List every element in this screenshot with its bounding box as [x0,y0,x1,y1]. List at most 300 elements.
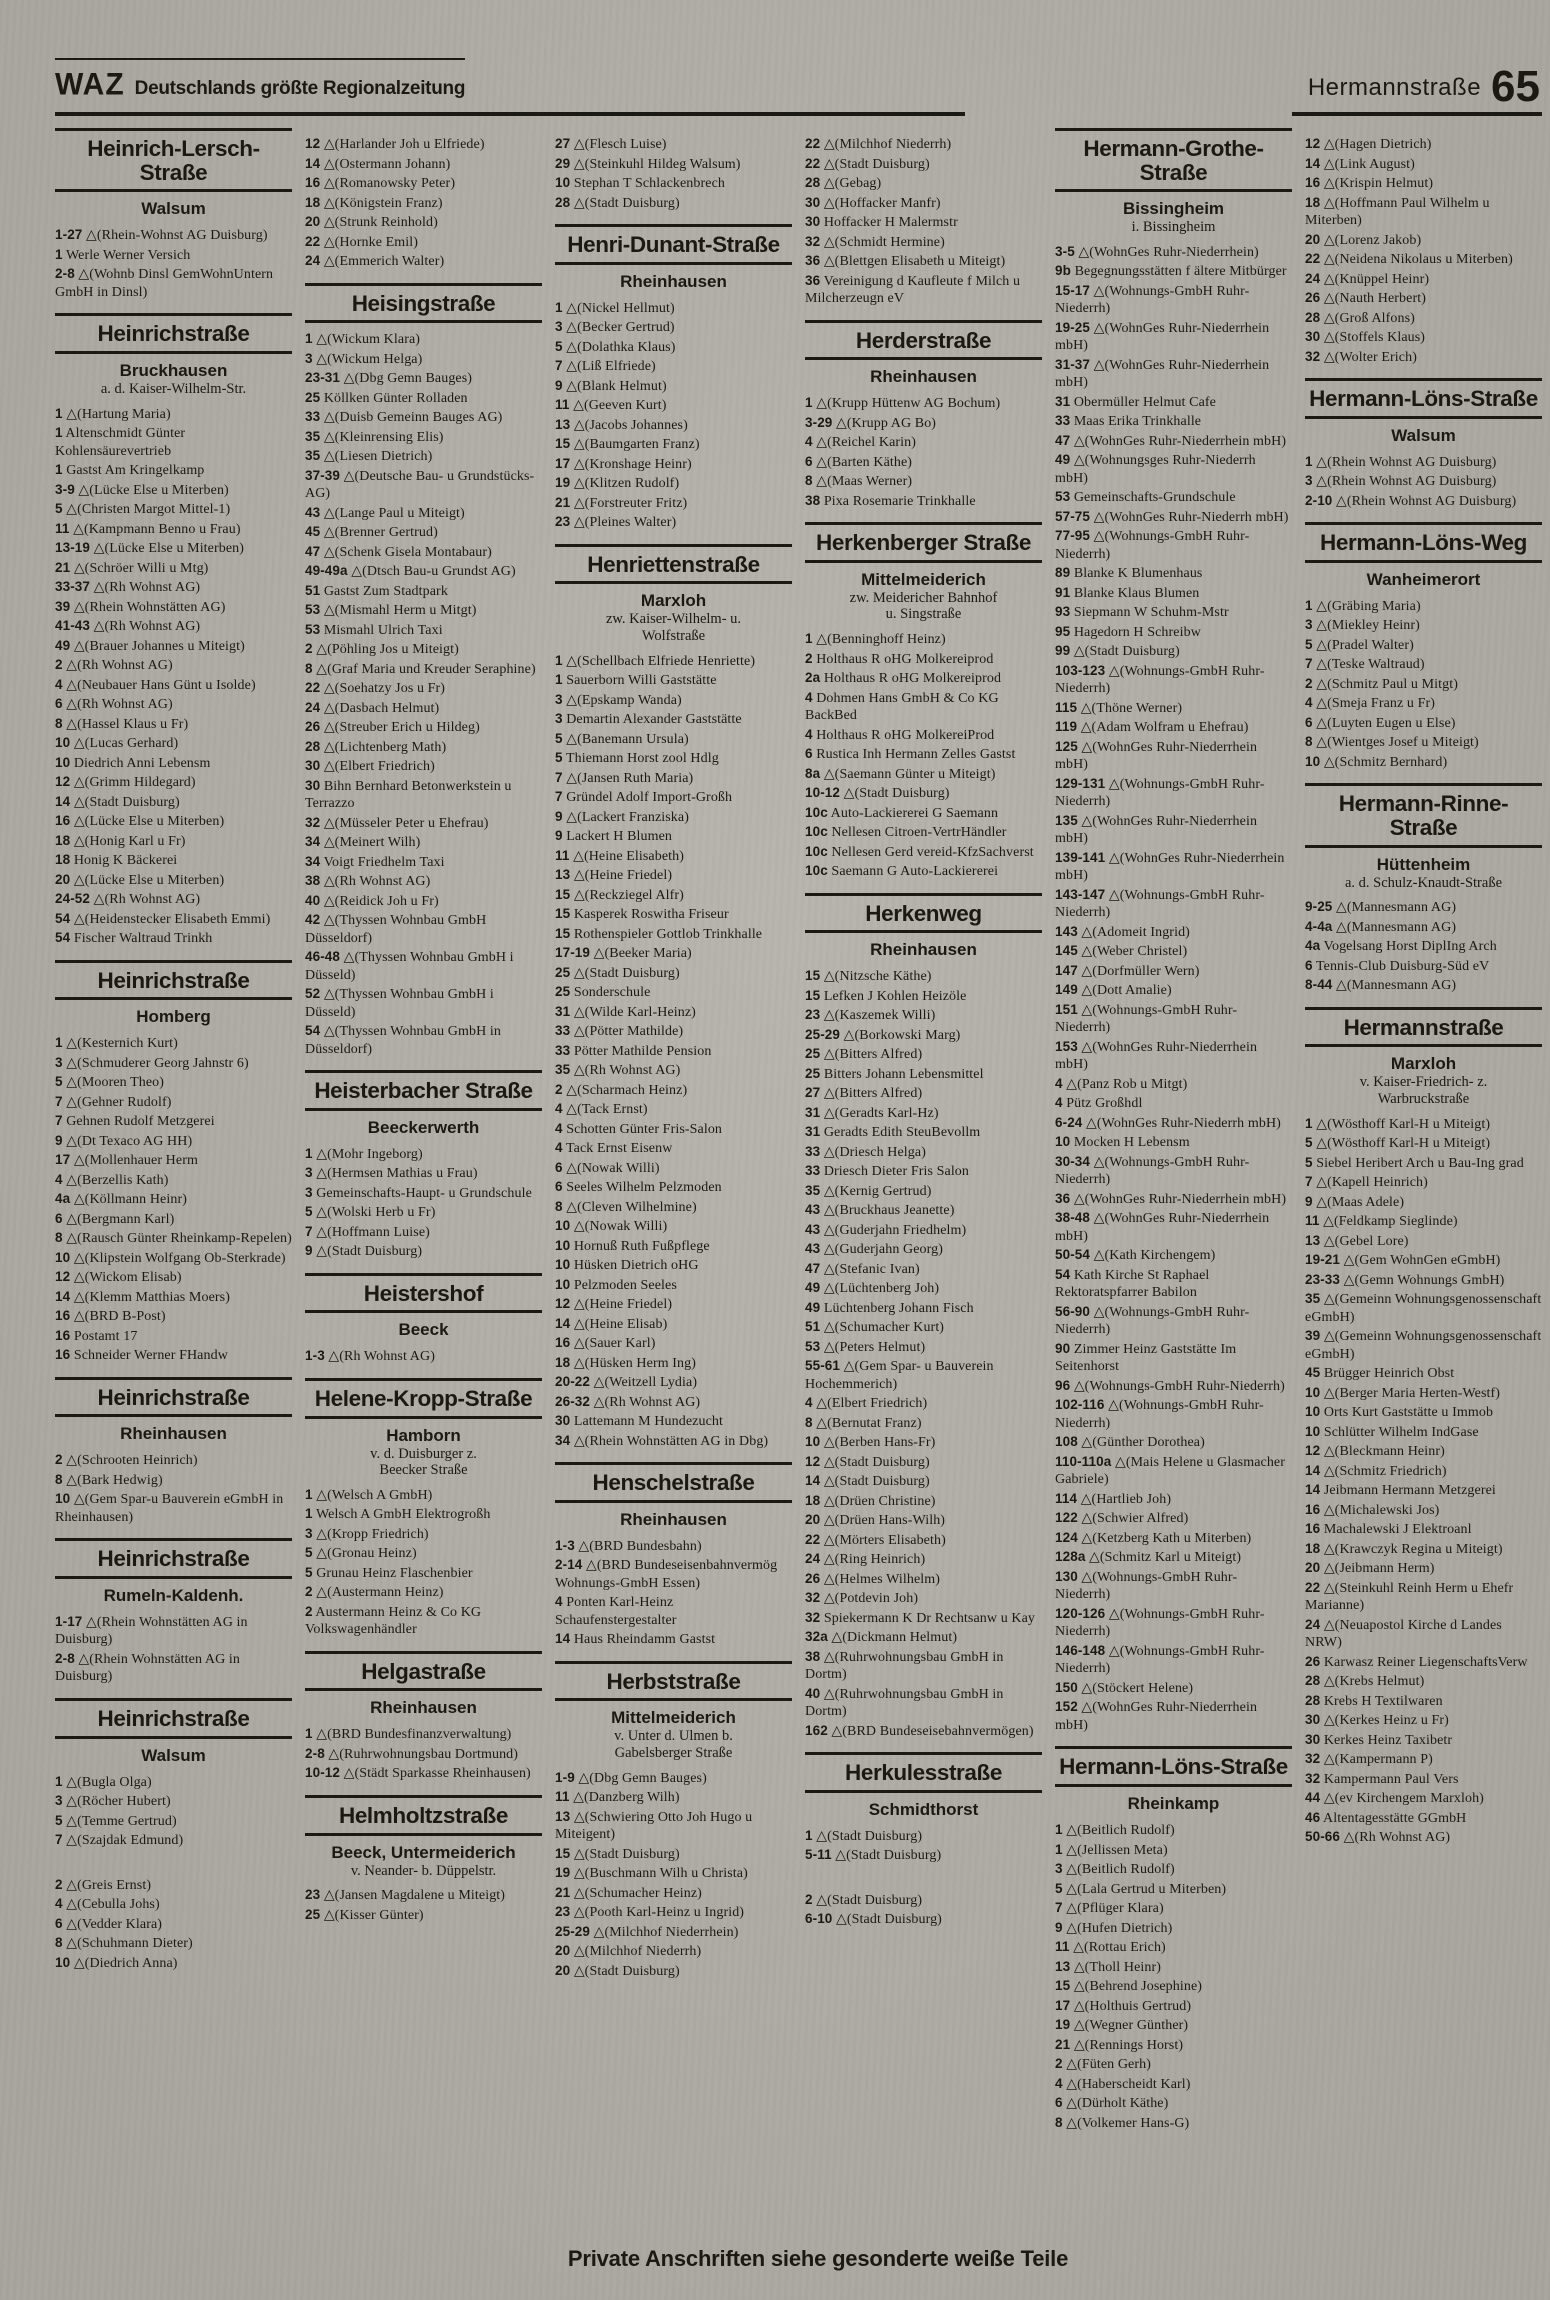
entry-house-number: 145 [1055,943,1078,959]
entry-house-number: 30 [1305,1712,1321,1728]
directory-column [55,128,292,2290]
entry-house-number: 16 [305,175,321,190]
district-note: v. Unter d. Ulmen b. [614,1728,733,1745]
directory-entry: 22 △(Milchhof Niederrh) [805,136,952,152]
directory-entry: 18 △(Königstein Franz) [305,194,443,211]
entry-house-number: 9 [555,377,563,393]
entry-house-number: 46-48 [305,949,341,965]
directory-entry: 20 △(Strunk Reinhold) [305,214,438,230]
entry-house-number: 18 [55,852,71,868]
entry-house-number: 50-54 [1055,1247,1091,1263]
directory-entry: 15 Lefken J Kohlen Heizöle [805,987,967,1004]
directory-entry: 3 Demartin Alexander Gaststätte [555,711,742,728]
entry-house-number: 28 [1305,309,1321,325]
directory-entry: 22 △(Steinkuhl Reinh Herm u Ehefr Marianne) [1305,1579,1514,1614]
entry-house-number: 12 [55,774,71,790]
directory-entry: 18 △(Hüsken Herm Ing) [555,1354,697,1371]
entry-house-number: 30 [305,758,321,774]
directory-entry: 9 △(Maas Adele) [1305,1193,1405,1210]
entry-house-number: 38 [305,873,321,889]
directory-entry: 1 △(Mohr Ingeborg) [305,1145,423,1162]
entry-house-number: 39 [1305,1328,1321,1344]
directory-entry: 3-9 △(Lücke Else u Miterben) [55,481,229,498]
directory-entry: 9 △(Dt Texaco AG HH) [55,1132,193,1149]
directory-entry: 7 △(Pflüger Klara) [1055,1900,1164,1917]
directory-entry: 30 Hoffacker H Malermstr [805,214,958,230]
entry-house-number: 13 [555,867,571,883]
entry-house-number: 10 [555,1276,571,1292]
entry-house-number: 12 [55,1269,71,1285]
directory-entry: 28 Krebs H Textilwaren [1305,1692,1443,1709]
directory-entry: 28 △(Groß Alfons) [1305,309,1415,326]
directory-entry: 30 △(Kerkes Heinz u Fr) [1305,1712,1449,1729]
directory-entry: 5 △(Temme Gertrud) [55,1812,177,1829]
entry-house-number: 15 [1055,1978,1071,1994]
entry-house-number: 35 [305,448,321,464]
entry-house-number: 149 [1055,982,1078,998]
directory-entry: 5 △(Christen Margot Mittel-1) [55,501,231,518]
entry-house-number: 151 [1055,1001,1078,1017]
directory-entry: 5 △(Wolski Herb u Fr) [305,1204,436,1221]
street-section-header: Heinrichstraße [55,960,292,1001]
entry-house-number: 3 [55,1793,63,1809]
directory-entry: 33 △(Pötter Mathilde) [555,1023,684,1040]
directory-entry: 1 Welsch A GmbH Elektrogroßh [305,1506,491,1523]
entry-house-number: 1 [1305,453,1313,469]
directory-entry: 2 △(Austermann Heinz) [305,1584,444,1601]
directory-entry: 24 △(Ring Heinrich) [805,1551,926,1568]
entry-house-number: 49-49a [305,563,348,579]
directory-entry: 6-24 △(WohnGes Ruhr-Niederrh mbH) [1055,1114,1281,1131]
directory-entry: 25 Sonderschule [555,984,651,1001]
page-number: 65 [1491,62,1540,111]
entry-house-number: 23-33 [1305,1271,1341,1287]
district-subheader: Schmidthorst [868,1799,979,1819]
district-subheader: Hüttenheim [1376,854,1471,874]
directory-entry: 13 △(Schwiering Otto Joh Hugo u Miteigent) [555,1808,753,1843]
entry-house-number: 3 [305,1165,313,1181]
entry-house-number: 47 [805,1260,821,1276]
directory-entry: 26 △(Nauth Herbert) [1305,290,1426,306]
directory-entry: 5 △(Mooren Theo) [55,1074,165,1091]
directory-entry: 35 △(Rh Wohnst AG) [555,1062,681,1079]
directory-entry: 9 Lackert H Blumen [555,828,672,845]
directory-column [305,128,542,2290]
district-note: a. d. Schulz-Knaudt-Straße [1344,874,1503,891]
entry-house-number: 28 [805,175,821,190]
directory-entry: 20 △(Jeibmann Herm) [1305,1560,1435,1577]
entry-house-number: 5 [555,338,563,354]
directory-entry: 16 △(Michalewski Jos) [1305,1501,1440,1518]
entry-house-number: 17 [555,455,571,471]
entry-house-number: 38 [805,492,821,508]
entry-house-number: 17-19 [555,945,591,961]
directory-entry: 30 △(Elbert Friedrich) [305,758,435,775]
street-section-header: Herderstraße [805,320,1042,361]
entry-house-number: 11 [1305,1213,1320,1229]
entry-group [555,135,792,212]
entry-house-number: 6-10 [805,1911,833,1927]
directory-entry: 16 △(Krispin Helmut) [1305,175,1434,191]
directory-entry: 20 △(Drüen Hans-Wilh) [805,1512,946,1529]
directory-entry: 5 △(Banemann Ursula) [555,730,689,747]
directory-entry: 10 Diedrich Anni Lebensm [55,754,211,771]
entry-house-number: 34 [555,1432,571,1448]
directory-entry: 13 △(Heine Friedel) [555,867,673,884]
directory-entry: 49-49a △(Dtsch Bau-u Grundst AG) [305,563,516,580]
entry-house-number: 21 [1055,2036,1071,2052]
directory-entry: 49 △(Wohnungsges Ruhr-Niederrh mbH) [1055,452,1256,486]
entry-house-number: 7 [55,1113,63,1129]
directory-entry: 35 △(Kernig Gertrud) [805,1182,932,1199]
entry-house-number: 4 [555,1101,563,1117]
directory-entry: 22 △(Soehatzy Jos u Fr) [305,680,446,697]
directory-entry: 3 △(Miekley Heinr) [1305,617,1420,634]
directory-entry: 4 Holthaus R oHG MolkereiProd [805,726,995,743]
directory-entry: 13-19 △(Lücke Else u Miterben) [55,540,245,557]
entry-house-number: 19 [555,475,571,491]
entry-house-number: 3 [305,1184,313,1200]
directory-entry: 14 △(Heine Elisab) [555,1315,668,1332]
directory-entry: 33 Driesch Dieter Fris Salon [805,1163,970,1180]
entry-house-number: 10c [805,804,828,820]
entry-house-number: 1-27 [55,227,83,243]
directory-entry: 8 △(Hassel Klaus u Fr) [55,715,189,732]
entry-house-number: 4 [555,1594,563,1610]
directory-entry: 3 △(Hermsen Mathias u Frau) [305,1165,478,1182]
entry-house-number: 43 [305,504,321,520]
directory-entry: 2-10 △(Rhein Wohnst AG Duisburg) [1305,492,1517,509]
entry-house-number: 1 [1055,1822,1063,1838]
directory-entry: 16 △(BRD B-Post) [55,1308,166,1325]
district-note: Warbruckstraße [1377,1090,1470,1107]
directory-entry: 10 Orts Kurt Gaststätte u Immob [1305,1404,1494,1421]
directory-entry: 10 △(Diedrich Anna) [55,1954,178,1971]
directory-entry: 162 △(BRD Bundeseisebahnvermögen) [805,1722,1034,1739]
directory-entry: 43 △(Lange Paul u Miteigt) [305,504,465,521]
entry-house-number: 16 [55,1327,71,1343]
entry-house-number: 14 [555,1315,571,1331]
entry-house-number: 33 [555,1042,571,1058]
entry-house-number: 9 [55,1132,63,1148]
entry-house-number: 30 [1305,1731,1321,1747]
directory-entry: 31-37 △(WohnGes Ruhr-Niederrhein mbH) [1055,356,1270,391]
entry-house-number: 22 [805,1531,821,1547]
entry-house-number: 139-141 [1055,849,1106,865]
entry-house-number: 119 [1055,719,1078,735]
directory-entry: 14 Jeibmann Hermann Metzgerei [1305,1482,1496,1499]
directory-entry: 46-48 △(Thyssen Wohnbau GmbH i Düsseld) [305,949,514,983]
entry-house-number: 24 [805,1551,821,1567]
entry-house-number: 19-21 [1305,1252,1341,1268]
entry-house-number: 10c [805,824,828,840]
district-subheader: Walsum [1391,425,1456,445]
entry-house-number: 4 [55,676,63,692]
entry-house-number: 91 [1055,584,1071,600]
directory-entry: 115 △(Thöne Werner) [1055,699,1183,716]
directory-entry: 56-90 △(Wohnungs-GmbH Ruhr-Niederrh) [1055,1303,1250,1338]
directory-entry: 17 △(Kronshage Heinr) [555,455,692,472]
directory-entry: 99 △(Stadt Duisburg) [1055,643,1180,660]
entry-house-number: 26 [1305,290,1321,305]
entry-house-number: 35 [305,428,321,444]
directory-entry: 10 △(Berben Hans-Fr) [805,1434,936,1451]
directory-entry: 14 △(Klemm Matthias Moers) [55,1288,230,1305]
entry-house-number: 5 [55,501,63,517]
directory-entry: 14 Haus Rheindamm Gastst [555,1631,716,1648]
entry-house-number: 1 [305,1506,313,1522]
entry-house-number: 8 [55,1230,63,1246]
entry-house-number: 20 [555,1962,571,1978]
directory-entry: 39 △(Rhein Wohnstätten AG) [55,598,226,615]
directory-entry: 5 △(Lala Gertrud u Miterben) [1055,1880,1227,1897]
entry-house-number: 12 [1305,1443,1321,1459]
entry-house-number: 120-126 [1055,1605,1106,1621]
entry-house-number: 3 [555,711,563,727]
entry-house-number: 32a [805,1629,828,1645]
entry-house-number: 1-9 [555,1769,575,1785]
entry-group [1055,243,1292,1735]
entry-house-number: 27 [805,1085,821,1101]
entry-house-number: 1 [1305,1115,1313,1131]
entry-house-number: 5 [305,1204,313,1220]
entry-house-number: 30 [805,194,821,210]
street-section-header: Henschelstraße [555,1462,792,1503]
directory-entry: 3 △(Schmuderer Georg Jahnstr 6) [55,1054,249,1071]
directory-entry: 10 △(Nowak Willi) [555,1218,668,1235]
directory-entry: 10 Schlütter Wilhelm IndGase [1305,1423,1479,1440]
masthead [55,50,1542,118]
directory-entry: 1 △(Wickum Klara) [305,331,421,348]
entry-group [1305,135,1542,366]
entry-house-number: 4 [1055,2075,1063,2091]
entry-house-number: 3 [555,319,563,335]
directory-entry: 13 △(Gebel Lore) [1305,1232,1409,1249]
entry-house-number: 16 [1305,1521,1321,1537]
directory-entry: 24 △(Knüppel Heinr) [1305,270,1430,287]
entry-house-number: 47 [1055,432,1071,448]
directory-entry: 1 △(Stadt Duisburg) [805,1827,923,1844]
district-subheader: Homberg [136,1007,211,1027]
directory-entry: 3 △(Röcher Hubert) [55,1793,171,1810]
directory-entry: 32 △(Potdevin Joh) [805,1590,919,1607]
directory-entry: 26 Karwasz Reiner LiegenschaftsVerw [1305,1653,1528,1670]
directory-entry: 4 Ponten Karl-Heinz Schaufenstergestalter [555,1594,677,1628]
entry-house-number: 6 [555,1179,563,1195]
directory-entry: 2 △(Schrooten Heinrich) [55,1452,198,1469]
masthead-left [55,58,465,102]
district-subheader: Beeckerwerth [367,1117,480,1137]
directory-entry: 34 △(Meinert Wilh) [305,834,421,851]
directory-entry: 23-31 △(Dbg Gemn Bauges) [305,370,473,387]
entry-house-number: 108 [1055,1434,1078,1450]
entry-house-number: 16 [55,1308,71,1324]
directory-entry: 10 Hüsken Dietrich oHG [555,1257,699,1274]
entry-house-number: 15 [555,925,571,941]
district-subheader: Hamborn [386,1425,461,1445]
entry-house-number: 14 [1305,1482,1321,1498]
directory-entry: 19 △(Buschmann Wilh u Christa) [555,1865,748,1882]
street-section-header: Herkenberger Straße [805,522,1042,563]
entry-house-number: 4 [555,1140,563,1156]
directory-entry: 2 △(Greis Ernst) [55,1876,152,1893]
district-note: Wolfstraße [641,627,706,644]
entry-house-number: 114 [1055,1490,1078,1506]
entry-house-number: 30 [555,1413,571,1429]
directory-entry: 5 Siebel Heribert Arch u Bau-Ing grad [1305,1154,1524,1171]
entry-house-number: 10c [805,843,828,859]
directory-entry: 4 Tack Ernst Eisenw [555,1140,673,1157]
directory-entry: 28 △(Krebs Helmut) [1305,1673,1425,1690]
entry-house-number: 2 [55,1452,63,1468]
directory-entry: 18 △(Honig Karl u Fr) [55,832,186,849]
masthead-rule-right [1292,112,1542,116]
directory-entry: 8 △(Wientges Josef u Miteigt) [1305,734,1479,751]
entry-house-number: 5 [305,1545,313,1561]
entry-house-number: 99 [1055,643,1071,659]
directory-entry: 143-147 △(Wohnungs-GmbH Ruhr-Niederrh) [1055,886,1265,921]
entry-house-number: 5 [1055,1880,1063,1896]
directory-entry: 14 △(Stadt Duisburg) [55,793,180,810]
directory-entry: 21 △(Rennings Horst) [1055,2036,1184,2053]
entry-house-number: 10 [1055,1134,1071,1150]
entry-group [1305,1115,1542,1847]
directory-entry: 2 △(Pöhling Jos u Miteigt) [305,641,459,658]
entry-house-number: 128a [1055,1549,1086,1565]
entry-group [305,1725,542,1783]
entry-house-number: 1 [1055,1841,1063,1857]
directory-entry: 32 △(Kampermann P) [1305,1751,1433,1768]
entry-house-number: 10 [55,1249,71,1265]
entry-house-number: 20-22 [555,1374,591,1390]
entry-house-number: 19 [555,1865,571,1881]
entry-house-number: 20 [555,1943,571,1959]
directory-entry: 53 △(Peters Helmut) [805,1338,926,1355]
entry-house-number: 1 [805,395,813,411]
directory-entry: 5 △(Dolathka Klaus) [555,338,676,355]
directory-entry: 20 △(Stadt Duisburg) [555,1962,680,1979]
directory-entry: 146-148 △(Wohnungs-GmbH Ruhr-Niederrh) [1055,1642,1265,1677]
directory-entry: 10c Saemann G Auto-Lackiererei [805,863,999,880]
entry-house-number: 7 [55,1093,63,1109]
entry-house-number: 10 [555,1257,571,1273]
directory-entry: 110-110a △(Mais Helene u Glasmacher Gabriele) [1055,1453,1286,1488]
directory-entry: 38 Pixa Rosemarie Trinkhalle [805,492,976,509]
entry-house-number: 35 [805,1182,821,1198]
directory-entry: 93 Siepmann W Schuhm-Mstr [1055,604,1229,621]
entry-house-number: 125 [1055,738,1078,754]
entry-house-number: 2 [305,1603,313,1619]
directory-entry: 6-10 △(Stadt Duisburg) [805,1911,942,1928]
directory-column [1055,128,1292,2290]
entry-house-number: 23 [305,1887,321,1903]
entry-house-number: 4 [55,1896,63,1912]
entry-house-number: 8-44 [1305,977,1333,993]
directory-entry: 10 △(Klipstein Wolfgang Ob-Sterkrade) [55,1249,286,1266]
entry-house-number: 10 [1305,753,1321,769]
directory-entry: 9 △(Blank Helmut) [555,377,667,394]
directory-entry: 16 Schneider Werner FHandw [55,1347,228,1364]
entry-house-number: 13 [555,1808,571,1824]
entry-house-number: 16 [55,1347,71,1363]
directory-entry: 10-12 △(Stadt Duisburg) [805,785,950,802]
directory-entry: 24 △(Dasbach Helmut) [305,699,440,716]
directory-entry: 9-25 △(Mannesmann AG) [1305,899,1457,916]
directory-entry: 152 △(WohnGes Ruhr-Niederrhein mbH) [1055,1699,1258,1733]
page-street-title: Hermannstraße [1307,74,1482,101]
entry-house-number: 33 [805,1143,821,1159]
directory-entry: 153 △(WohnGes Ruhr-Niederrhein mbH) [1055,1038,1258,1073]
entry-house-number: 1 [305,1145,313,1161]
directory-entry: 4-4a △(Mannesmann AG) [1305,918,1457,935]
directory-entry: 8 △(Maas Werner) [805,473,913,490]
entry-house-number: 4 [1055,1075,1063,1091]
directory-entry: 10-12 △(Städt Sparkasse Rheinhausen) [305,1765,531,1782]
entry-house-number: 4 [805,434,813,450]
entry-house-number: 15 [555,886,571,902]
directory-entry: 125 △(WohnGes Ruhr-Niederrhein mbH) [1055,738,1258,773]
directory-entry: 3 △(Beitlich Rudolf) [1055,1861,1175,1878]
entry-house-number: 12 [805,1453,821,1469]
entry-house-number: 42 [305,912,321,928]
directory-entry: 5 Thiemann Horst zool Hdlg [555,750,719,767]
directory-entry: 6 △(Barten Käthe) [805,453,913,470]
directory-entry: 19-25 △(WohnGes Ruhr-Niederrhein mbH) [1055,319,1270,354]
directory-entry: 28 △(Stadt Duisburg) [555,194,680,211]
entry-house-number: 2 [305,1584,313,1600]
entry-house-number: 110-110a [1055,1453,1112,1469]
directory-entry: 50-66 △(Rh Wohnst AG) [1305,1829,1451,1846]
entry-house-number: 3-9 [55,481,75,497]
directory-entry: 13 △(Tholl Heinr) [1055,1958,1162,1975]
directory-entry: 1 △(Benninghoff Heinz) [805,631,946,648]
directory-entry: 10 Pelzmoden Seeles [555,1276,677,1293]
entry-group [1305,453,1542,511]
entry-house-number: 25 [305,1906,321,1922]
entry-house-number: 45 [305,524,321,540]
directory-entry: 30 Lattemann M Hundezucht [555,1413,723,1430]
directory-entry: 3 △(Rhein Wohnst AG Duisburg) [1305,473,1497,490]
directory-entry: 31 △(Geradts Karl-Hz) [805,1104,939,1121]
entry-house-number: 9 [305,1243,313,1259]
entry-house-number: 1-3 [555,1537,575,1553]
entry-house-number: 9 [555,808,563,824]
directory-entry: 16 △(Sauer Karl) [555,1335,656,1352]
entry-house-number: 11 [1055,1939,1070,1955]
entry-house-number: 5 [555,730,563,746]
entry-house-number: 6 [805,746,813,762]
directory-entry: 139-141 △(WohnGes Ruhr-Niederrhein mbH) [1055,849,1285,884]
entry-house-number: 25 [805,1065,821,1081]
entry-house-number: 33 [555,1023,571,1039]
directory-entry: 15 △(Reckziegel Alfr) [555,886,684,903]
street-section-header: Henri-Dunant-Straße [555,224,792,265]
directory-entry: 17 △(Holthuis Gertrud) [1055,1997,1192,2014]
entry-group-gap [805,1869,1042,1884]
directory-entry: 8 △(Cleven Wilhelmine) [555,1198,697,1215]
directory-entry: 33 △(Driesch Helga) [805,1143,926,1160]
directory-entry: 6 △(Luyten Eugen u Else) [1305,714,1456,731]
entry-group [55,1034,292,1365]
directory-entry: 17 △(Mollenhauer Herm [55,1152,198,1169]
directory-entry: 52 △(Thyssen Wohnbau GmbH i Düsseld) [305,986,494,1020]
entry-house-number: 28 [1305,1692,1321,1708]
directory-entry: 12 △(Wickom Elisab) [55,1269,182,1286]
entry-house-number: 6 [1055,2095,1063,2111]
entry-house-number: 143-147 [1055,886,1106,902]
street-section-header: Heinrichstraße [55,1377,292,1418]
entry-house-number: 162 [805,1722,828,1738]
